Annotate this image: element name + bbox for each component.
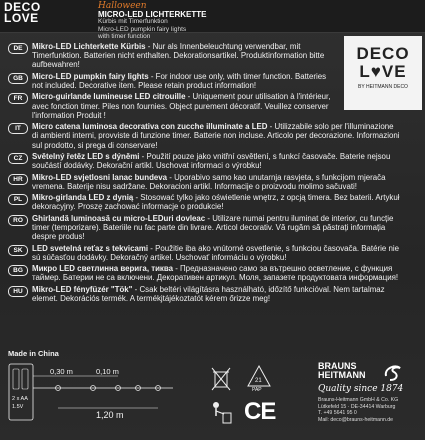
- lang-title: Микро LED светлинна верига, тиква: [32, 264, 173, 274]
- recycle-triangle-icon: [246, 364, 272, 392]
- lang-row-bg: [8, 264, 400, 282]
- symbols-area: [196, 362, 316, 432]
- brand-address-line4: Mail: deco@brauns-heitmann.de: [318, 416, 394, 423]
- brand-address: [318, 397, 422, 423]
- lang-row-gb: [8, 72, 334, 90]
- lang-title: Mikro-LED fényfüzér "Tök": [32, 284, 133, 294]
- tidyman-icon: [204, 400, 234, 426]
- lang-body: - Použitie iba ako vnútorné osvetlenie, s funkciou časovača. Batérie nie sú súčasťou dodávky. Dekoračný artikel. Uschovať informáciu o výrobku!: [32, 243, 399, 262]
- dim-spacing-label: 0,30 m: [50, 367, 73, 376]
- lang-row-ro: [8, 214, 400, 242]
- lang-body: - Nur als Innenbeleuchtung verwendbar, mit Timerfunktion. Batterien nicht enthalten. Dekorationsartikel. Produktinformation bitte aufbewahren!: [32, 42, 325, 70]
- lang-title: Micro-guirlande lumineuse LED citrouille: [32, 92, 186, 102]
- lang-code: IT: [8, 123, 28, 134]
- recycle-material: PAP: [252, 387, 262, 392]
- lang-code: GB: [8, 73, 28, 84]
- lang-title: Micro-LED pumpkin fairy lights: [32, 71, 149, 81]
- dim-total-label: 1,20 m: [96, 410, 124, 420]
- manufacturer-block: [318, 362, 422, 423]
- brand-name-line1: BRAUNS: [318, 361, 357, 371]
- header-brand-line1: DECO: [4, 0, 41, 14]
- header-line1: MICRO-LED LICHTERKETTE: [98, 9, 207, 19]
- lang-code: DE: [8, 43, 28, 54]
- lang-code: PL: [8, 194, 28, 205]
- lang-row-hu: [8, 285, 400, 303]
- lang-title: LED svetelná reťaz s tekvicami: [32, 243, 149, 253]
- logo-line3: BY HEITMANN DECO: [358, 84, 408, 90]
- logo-line1: DECO: [356, 44, 410, 63]
- lang-body: - Uniquement pour utilisation à l'intérieur, avec fonction timer. Piles non fournies. Object purement décoratif. Veuillez conserver l'information Produit !: [32, 92, 331, 120]
- lang-code: FR: [8, 93, 28, 104]
- ce-mark-icon: CE: [244, 398, 276, 425]
- lang-body: - Uporabivo samo kao unutarnja rasvjeta, s funkcijom mjerača vremena. Baterije nisu sadržane. Dekoracioni artikl. Informacije o proizvodu molimo sačuvati!: [32, 172, 386, 191]
- lang-title: Mikro-LED Lichterkette Kürbis: [32, 42, 146, 51]
- logo-line2: L♥VE: [359, 62, 407, 81]
- lang-body: - Utilizzabile solo per l'illuminazione di ambienti interni, provviste di funzione timer. Batterie non incluse. Articolo per decorazione. Informazioni sul prodotto, si prega di conservare!: [32, 122, 400, 150]
- lang-title: Micro catena luminosa decorativa con zucche illuminate a LED: [32, 122, 268, 132]
- header-brand-line2: LOVE: [4, 11, 39, 25]
- header-text: [98, 3, 206, 41]
- header-line2: Kürbis mit Timerfunktion: [98, 18, 168, 25]
- lang-body: - Csak beltéri világításra használható, időzítő funkcióval. Nem tartalmaz elemet. Dekorációs termék. A termékjtájékoztatót kérem őrizze meg!: [32, 284, 385, 303]
- header-brand: [4, 2, 48, 24]
- lang-code: HU: [8, 286, 28, 297]
- brand-swirl-icon: [382, 362, 404, 382]
- lang-body: - Použití pouze jako vnitřní osvětlení, s funkcí časovače. Baterie nejsou součástí dodávky. Dekorační artikl. Uschovat informaci o výrobku!: [32, 151, 391, 171]
- battery-box-icon: [9, 364, 33, 420]
- lang-row-pl: [8, 193, 400, 211]
- lang-body: - For indoor use only, with timer function. Batteries not included. Decorative item. Please retain product information!: [32, 71, 327, 90]
- brand-name-line2: HEITMANN: [318, 370, 366, 380]
- battery-icon: [13, 369, 19, 389]
- lang-code: BG: [8, 265, 28, 276]
- light-chain-diagram: [8, 360, 178, 430]
- brand-address-line2: Lütkefeld 15 · DE-34414 Warburg: [318, 403, 396, 410]
- lang-body: - Utilizare numai pentru iluminat de interior, cu funcție timer (temporizare). Bateriile nu fac parte din livrare. Articol decorativ. Vă rugăm să păstrați informația despre produs!: [32, 213, 394, 242]
- language-list: [8, 42, 420, 305]
- lang-row-hr: [8, 173, 400, 191]
- dim-gap-label: 0,10 m: [96, 367, 119, 376]
- lang-code: RO: [8, 215, 28, 226]
- lang-body: - Stosować tylko jako oświetlenie wnętrz, z opcją timera. Bez baterii. Artykuł dekoracyjny. Proszę zachować informacje o produkcie!: [32, 193, 400, 212]
- lang-code: CZ: [8, 153, 28, 164]
- weee-bin-icon: [210, 366, 232, 392]
- lang-body: - Предназначено само за вътрешно осветление, с функция таймер. Батерии не са включени. Декоративен артикул. Моля, запазете продуктовата информация!: [32, 264, 399, 283]
- lang-row-it: [8, 122, 400, 150]
- brand-address-line1: Brauns-Heitmann GmbH & Co. KG: [318, 397, 399, 403]
- lang-title: Světelný řetěz LED s dýněmi: [32, 151, 140, 161]
- header-script-word: Halloween: [98, 1, 147, 11]
- brand-tagline: Quality since 1874: [318, 384, 404, 394]
- recycle-code: 21: [255, 378, 262, 384]
- header-line4: with timer function: [98, 33, 151, 40]
- header-line3: Micro-LED pumpkin fairy lights: [98, 25, 187, 33]
- lang-row-cz: [8, 152, 400, 170]
- lang-row-de: [8, 42, 334, 70]
- lang-row-sk: [8, 244, 400, 262]
- battery-icon: [22, 369, 28, 389]
- lang-code: SK: [8, 245, 28, 256]
- lang-row-fr: [8, 92, 334, 120]
- brand-address-line3: T. +49 5641 95 0: [318, 410, 357, 416]
- lang-code: HR: [8, 174, 28, 185]
- lang-title: Mikro-LED svjetlosni lanac bundeva: [32, 172, 168, 182]
- lang-title: Mikro-girlanda LED z dynią: [32, 193, 134, 203]
- header-strip: [0, 0, 425, 40]
- battery-qty: 2 x AA: [12, 396, 28, 402]
- lang-title: Ghirlandă luminoasă cu micro-LEDuri dovleac: [32, 213, 206, 223]
- made-in-label: Made in China: [8, 349, 59, 358]
- battery-volt: 1.5V: [12, 404, 24, 410]
